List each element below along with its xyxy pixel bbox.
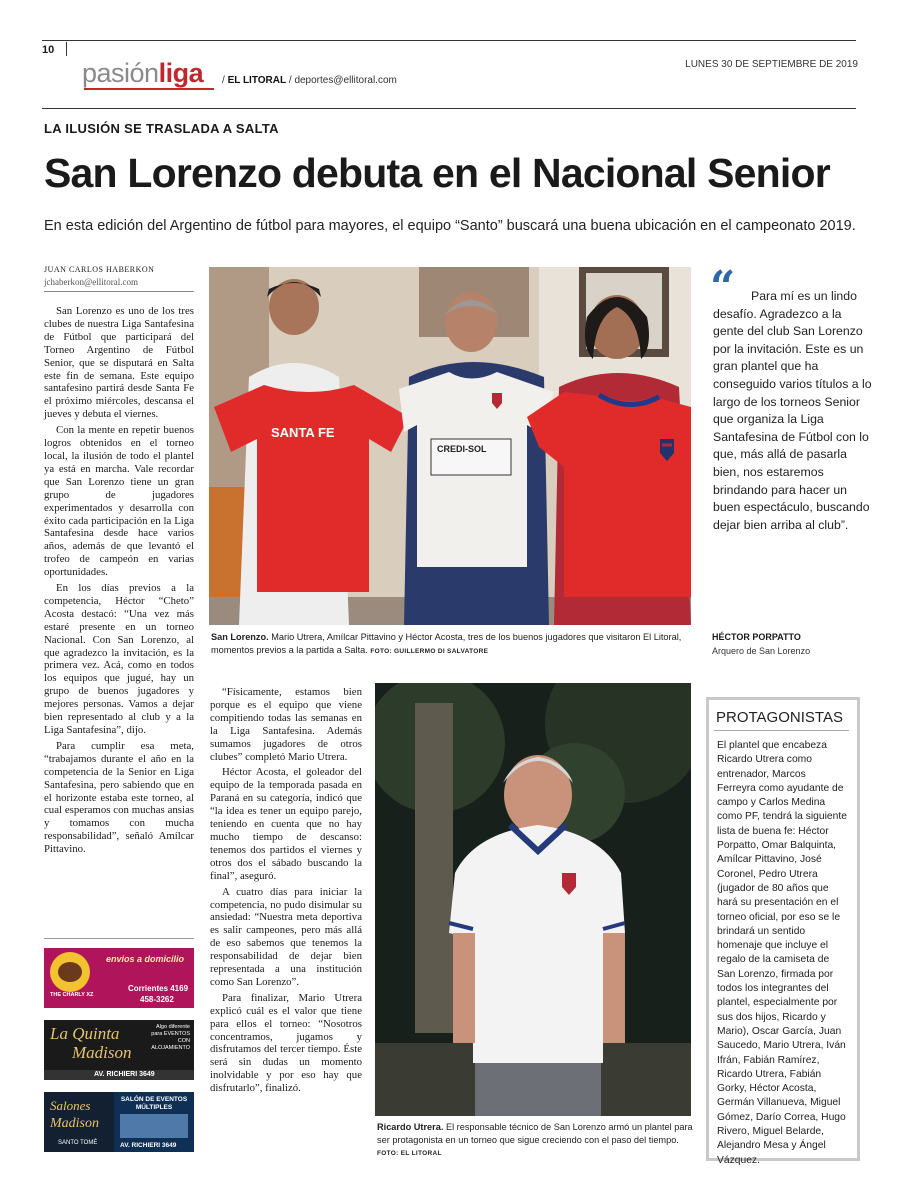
- publication-name: EL LITORAL: [227, 75, 287, 86]
- ad-charly[interactable]: [44, 948, 194, 1008]
- ad-salones-desc: SALÓN DE EVENTOS MÚLTIPLES: [120, 1096, 188, 1111]
- shirt-sponsor-text: CREDI-SOL: [437, 444, 487, 454]
- paragraph: En los días previos a la competencia, Héctor “Cheto” Acosta destacó: “Una vez más estaré presente en un torneo Nacional. Con San Lorenzo, al que agradezco la invitación, es la primera vez. Acá, como en todos los equipos que jugué, hay un grupo de buenos jugadores y mejores personas. Vamos a dejar bien representado al club y a la Liga Santafesina”, dijo.: [44, 582, 194, 736]
- ad-charly-address: Corrientes 4169: [128, 984, 189, 993]
- paragraph: Con la mente en repetir buenos logros obtenidos en el torneo local, la ilusión de todo el plantel ya está en marcha. Vale recordar que San Lorenzo tiene un gran grupo de jugadores experimentados y desarrolla con éxito cada participación en la Liga Santafesina desde hace varios años, además de que levantó el trofeo de campeón en varias oportunidades.: [44, 424, 194, 579]
- shirt-santafe-text: SANTA FE: [271, 425, 335, 440]
- ad-charly-face-icon: [58, 962, 82, 982]
- publication-info: [222, 75, 397, 86]
- header-bottom-rule: [42, 108, 856, 109]
- paragraph: Para finalizar, Mario Utrera explicó cuál es el valor que tiene para ellos el torneo: “Nosotros concentramos, jugamos y disfrutamos del tercer tiempo. Éste será sin dudas un momento inolvidable y por eso hay que disfrutarlo”, finalizó.: [210, 991, 362, 1095]
- photo1-caption: [211, 631, 691, 658]
- coach-photo-illustration: [375, 683, 691, 1116]
- ad-quinta-address: AV. RICHIERI 3649: [94, 1071, 155, 1078]
- photo2-caption-bold: Ricardo Utrera.: [377, 1122, 444, 1132]
- ad-quinta-name1: La Quinta: [50, 1024, 120, 1043]
- paragraph: San Lorenzo es uno de los tres clubes de nuestra Liga Santafesina de Fútbol que participará del Torneo Argentino de Fútbol Senior, que se disputará en Salta este fin de semana. Este equipo santafesino partirá desde Santa Fe el próximo miércoles, descansa el jueves y debuta el viernes.: [44, 305, 194, 421]
- team-photo-illustration: [209, 267, 691, 625]
- ad-salones-madison[interactable]: [44, 1092, 194, 1152]
- deck: En esta edición del Argentino de fútbol para mayores, el equipo “Santo” buscará una buena ubicación en el campeonato 2019.: [44, 218, 856, 234]
- paragraph: Héctor Acosta, el goleador del equipo de la temporada pasada en Paraná en su categoría, indicó que “la idea es tener un equipo parejo, teniendo en cuenta que no hay mucho tiempo de descanso: tenemos dos partidos el viernes y otros dos el sábado buscando la final”, aseguró.: [210, 766, 362, 882]
- separator: /: [222, 75, 225, 86]
- photo1-caption-text: Mario Utrera, Amílcar Pittavino y Héctor Acosta, tres de los buenos jugadores que visitaron El Litoral, momentos previos a la partida a Salta.: [211, 632, 682, 655]
- byline-rule: [44, 291, 194, 292]
- protagonistas-title: PROTAGONISTAS: [716, 709, 843, 726]
- ad-charly-brand: THE CHARLY XZ: [50, 992, 94, 998]
- body-column-1: [44, 305, 194, 859]
- paragraph: Para cumplir esa meta, “trabajamos durante el año en la competencia de la Senior en Liga Santafesina, pero sabiendo que en el horizonte estaba este torneo, al cual esperamos con muchas ansias y tomamos con mucha responsabilidad”, señaló Amílcar Pittavino.: [44, 739, 194, 856]
- ad-salones-name1: Salones: [50, 1098, 91, 1113]
- team-photo: [209, 267, 691, 625]
- paragraph: “Físicamente, estamos bien porque es el equipo que viene compitiendo todas las semanas en la Liga Santafesina. Además sumamos jugadores de otros clubes” completó Mario Utrera.: [210, 686, 362, 763]
- brand-part2: liga: [158, 58, 204, 88]
- photo2-caption-text: El responsable técnico de San Lorenzo armó un plantel para ser protagonista en un torneo que sigue creciendo con el paso del tiempo.: [377, 1122, 693, 1145]
- ads-top-rule: [44, 938, 194, 939]
- body-column-2: [210, 686, 362, 1098]
- ad-charly-tagline: envios a domicilio: [106, 954, 185, 964]
- byline-email: jchaberkon@ellitoral.com: [44, 277, 139, 287]
- section-brand: [82, 58, 203, 89]
- ad-quinta-madison[interactable]: [44, 1020, 194, 1080]
- byline-author: JUAN CARLOS HABERKON: [44, 265, 155, 274]
- protagonistas-text: El plantel que encabeza Ricardo Utrera como entrenador, Marcos Ferreyra como ayudante de campo y Carlos Medina como PF, tendrá la siguiente lista de buena fe: Héctor Porpatto, Omar Balquinta, Amílcar Pittavino, José Coronel, Pedro Utrera (jugador de 80 años que hará su presentación en el torneo oficial, por eso se le brindará un sentido homenaje que incluye el regalo de la camiseta de San Lorenzo, firmada por todos los integrantes del plantel, especialmente por sus dos hijos, Ricardo y Mario), Oscar García, Juan Saucedo, Mario Utrera, Iván Ifrán, Fabián Ramírez, Ricardo Utrera, Fabián Gorky, Héctor Acosta, Germán Villanueva, Miguel Gómez, Darío Correa, Hugo Rivero, Miguel Belarde, Alejandro Mesa y Ángel Vázquez.: [717, 740, 847, 1166]
- section-email: deportes@ellitoral.com: [294, 75, 397, 86]
- quote-author-role: Arquero de San Lorenzo: [712, 646, 811, 656]
- quote-mark-icon: “: [710, 262, 736, 313]
- photo2-credit: FOTO: EL LITORAL: [377, 1150, 442, 1157]
- ad-salones-address: AV. RICHIERI 3649: [120, 1142, 177, 1149]
- ad-charly-phone: 458-3262: [140, 995, 174, 1004]
- coach-photo: [375, 683, 691, 1116]
- page-number: 10: [42, 44, 55, 56]
- pull-quote: [713, 288, 875, 534]
- photo1-credit: FOTO: GUILLERMO DI SALVATORE: [370, 647, 489, 655]
- pull-quote-text: Para mí es un lindo desafío. Agradezco a la gente del club San Lorenzo por la invitación. Este es un gran plantel que ha conseguido varios títulos a lo largo de los torneos Senior que organiza la Liga Santafesina de Fútbol con lo que, más allá de pasarla bien, nos estaremos brindando para hacer un buen espectáculo, buscando dejar bien arriba al club”.: [713, 289, 872, 532]
- headline: San Lorenzo debuta en el Nacional Senior: [44, 150, 830, 196]
- ad-quinta-desc: Algo diferente para EVENTOS CON ALOJAMIENTO: [151, 1024, 190, 1051]
- kicker: LA ILUSIÓN SE TRASLADA A SALTA: [44, 121, 279, 136]
- page-number-divider: [66, 42, 67, 56]
- photo2-caption: [377, 1121, 693, 1161]
- top-rule: [42, 40, 856, 41]
- separator: /: [288, 75, 292, 86]
- photo1-caption-bold: San Lorenzo.: [211, 632, 269, 642]
- ad-quinta-name2: Madison: [72, 1043, 132, 1062]
- brand-underline: [84, 88, 214, 90]
- ad-salones-name2: Madison: [50, 1116, 99, 1131]
- quote-author-name: HÉCTOR PORPATTO: [712, 632, 801, 642]
- issue-date: LUNES 30 DE SEPTIEMBRE DE 2019: [685, 59, 858, 70]
- brand-part1: pasión: [82, 58, 159, 88]
- ad-salones-town: SANTO TOMÉ: [58, 1140, 98, 1146]
- paragraph: A cuatro días para iniciar la competencia, no pudo disimular su ansiedad: “Nuestra meta deportiva es salir campeones, pero más allá de eso sabemos que tenemos la responsabilidad de dejar bien representada a una institución como San Lorenzo”.: [210, 885, 362, 988]
- protagonistas-rule: [714, 730, 849, 731]
